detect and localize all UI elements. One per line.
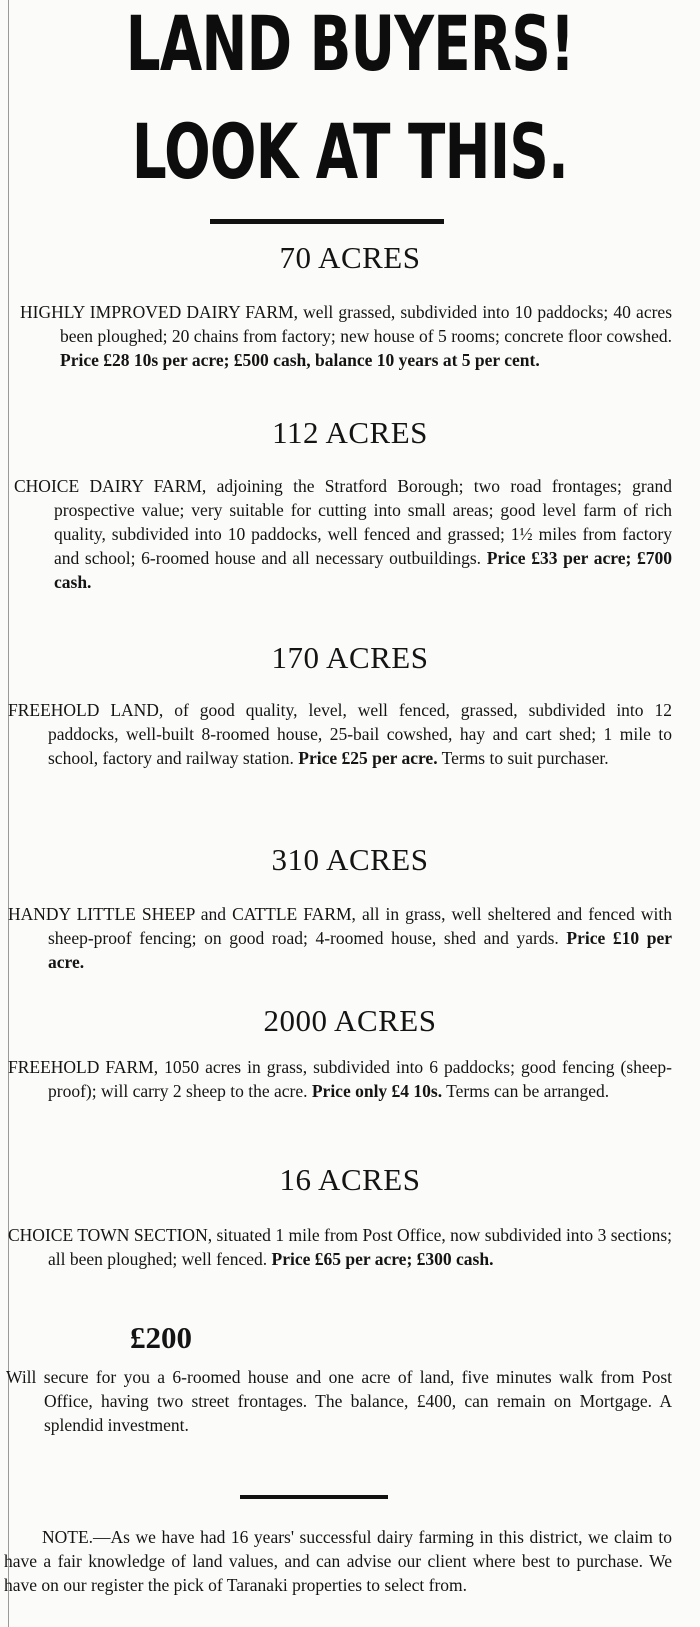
listing-70-acres — [20, 300, 672, 372]
listing-2000-acres — [8, 1055, 672, 1103]
listing-text: FREEHOLD LAND, of good quality, level, well fenced, grassed, subdivided into 12 paddocks, well-built 8-roomed house, 25-bail cowshed, hay and cart shed; 1 mile to school, factory and railway station. — [8, 700, 672, 768]
listing-text: CHOICE TOWN SECTION, situated 1 mile from Post Office, now subdivided into 3 sections; all been ploughed; well fenced. — [8, 1225, 672, 1269]
listing-price: Price £28 10s per acre; £500 cash, balance 10 years at 5 per cent. — [60, 350, 540, 370]
listing-text: HANDY LITTLE SHEEP and CATTLE FARM, all in grass, well sheltered and fenced with sheep-proof fencing; on good road; 4-roomed house, shed and yards. — [8, 904, 672, 948]
listing-title-112-acres: 112 ACRES — [272, 415, 428, 450]
offer-title: £200 — [130, 1320, 192, 1355]
offer-text: Will secure for you a 6-roomed house and one acre of land, five minutes walk from Post Office, having two street frontages. The balance, £400, can remain on Mortgage. A splendid investment. — [6, 1367, 672, 1435]
listing-text: FREEHOLD FARM, 1050 acres in grass, subdivided into 6 paddocks; good fencing (sheep-proof); will carry 2 sheep to the acre. — [8, 1057, 672, 1101]
listing-title-170-acres: 170 ACRES — [271, 640, 429, 675]
divider-bottom — [240, 1495, 388, 1499]
headline-look-at-this: LOOK AT THIS. — [131, 107, 569, 196]
listing-price: Price only £4 10s. — [311, 1081, 443, 1101]
listing-terms: Terms to suit purchaser. — [437, 748, 609, 768]
listing-text: HIGHLY IMPROVED DAIRY FARM, well grassed, subdivided into 10 paddocks; 40 acres been ploughed; 20 chains from factory; new house of 5 rooms; concrete floor cowshed. — [20, 302, 672, 346]
listing-price: Price £25 per acre. — [298, 748, 438, 768]
listing-170-acres — [8, 698, 672, 770]
listing-terms: Terms can be arranged. — [442, 1081, 610, 1101]
listing-16-acres — [8, 1223, 672, 1271]
listing-112-acres — [14, 474, 672, 594]
listing-310-acres — [8, 902, 672, 974]
divider-top — [210, 219, 444, 224]
listing-price: Price £10 per acre. — [48, 928, 673, 972]
listing-title-310-acres: 310 ACRES — [271, 842, 429, 877]
listing-text: CHOICE DAIRY FARM, adjoining the Stratford Borough; two road frontages; grand prospective value; very suitable for cutting into small areas; good level farm of rich quality, subdivided into 10 paddocks, well fenced and grassed; 1½ miles from factory and school; 6-roomed house and all necessary outbuildings. — [14, 476, 672, 568]
listing-price: Price £65 per acre; £300 cash. — [271, 1249, 494, 1269]
listing-title-70-acres: 70 ACRES — [279, 240, 421, 275]
listing-title-2000-acres: 2000 ACRES — [263, 1003, 437, 1038]
listing-price: Price £33 per acre; £700 cash. — [54, 548, 672, 592]
listing-title-16-acres: 16 ACRES — [279, 1162, 421, 1197]
headline-land-buyers: LAND BUYERS! — [125, 0, 575, 88]
note-paragraph: NOTE.—As we have had 16 years' successful dairy farming in this district, we claim to have a fair knowledge of land values, and can advise our client where best to purchase. We have on our register the pick of Taranaki properties to select from. — [4, 1527, 672, 1595]
